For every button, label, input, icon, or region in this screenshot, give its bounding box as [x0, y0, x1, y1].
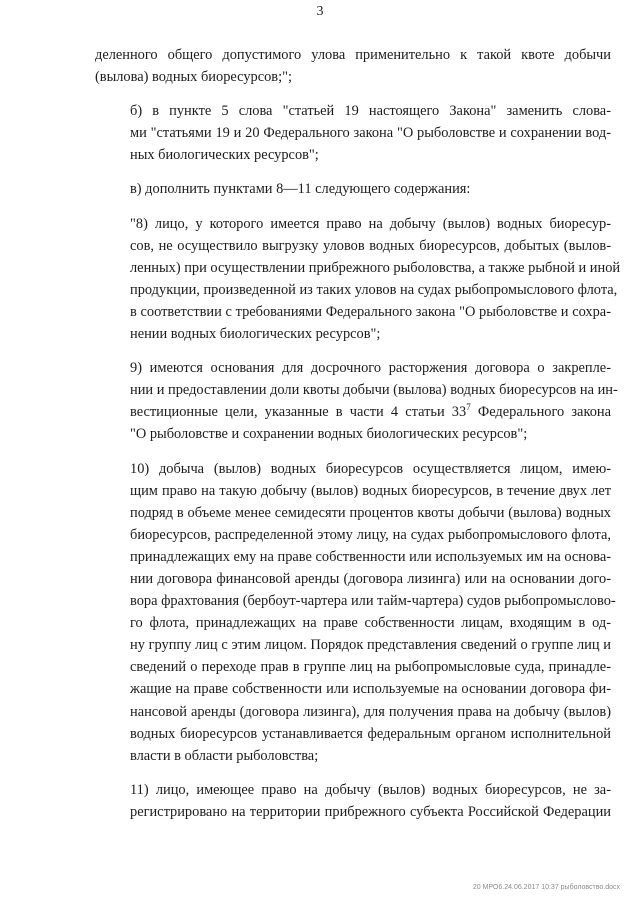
text-line: сведений о переходе прав в группе лиц на рыбопромысловые суда, принадле- — [130, 659, 611, 676]
page-number: 3 — [316, 4, 324, 19]
text-line: жащие на праве собственности или используемые на основании договора фи- — [130, 681, 611, 698]
text-line: деленного общего допустимого улова применительно к такой квоте добычи — [95, 47, 611, 63]
text-line: подряд в объеме менее семидесяти процентов квоты добычи (вылова) водных — [130, 504, 611, 521]
text-line: "О рыболовстве и сохранении водных биологических ресурсов"; — [130, 426, 528, 443]
text-run: Федерального закона — [470, 404, 611, 421]
text-line: нансовой аренды (договора лизинга), для получения права на добычу (вылов) — [130, 703, 611, 720]
paragraph-clause-11 — [95, 779, 611, 823]
document-body — [95, 44, 621, 823]
text-line: в соответствии с требованиями Федерального закона "О рыболовстве и сохра- — [130, 303, 611, 320]
text-line: 11) лицо, имеющее право на добычу (вылов) водных биоресурсов, не за- — [130, 781, 611, 798]
paragraph-clause-9 — [95, 357, 618, 445]
text-line-with-superscript — [95, 401, 611, 423]
text-line: регистрировано на территории прибрежного субъекта Российской Федерации — [130, 803, 611, 820]
paragraph-clause-8 — [95, 213, 621, 346]
text-line: водных биоресурсов устанавливается федеральным органом исполнительной — [130, 725, 611, 742]
text-line: принадлежащих ему на праве собственности или используемых им на основа- — [130, 548, 611, 565]
text-line: ну группу лиц с этим лицом. Порядок представления сведений о группе лиц и — [130, 637, 611, 654]
text-line: нии и предоставлении доли квоты добычи (вылова) водных биоресурсов на ин- — [130, 382, 618, 399]
superscript: 7 — [466, 402, 471, 413]
paragraph-continuation — [95, 44, 611, 88]
text-line: сов, не осуществило выгрузку уловов водных биоресурсов, добытых (вылов- — [130, 237, 611, 254]
text-line: нении водных биологических ресурсов"; — [130, 326, 381, 343]
text-line: б) в пункте 5 слова "статьей 19 настоящего Закона" заменить слова- — [130, 103, 611, 120]
text-line: продукции, произведенной из таких уловов на судах рыбопромыслового флота, — [130, 281, 618, 298]
paragraph-item-v — [95, 178, 611, 200]
text-line: щим право на такую добычу (вылов) водных биоресурсов, в течение двух лет — [130, 482, 611, 499]
text-line: в) дополнить пунктами 8—11 следующего содержания: — [130, 181, 471, 198]
text-line: ми "статьями 19 и 20 Федерального закона "О рыболовстве и сохранении вод- — [130, 125, 611, 142]
text-run: вестиционные цели, указанные в части 4 статьи 33 — [130, 404, 467, 421]
footer-file-stamp: 20 МРО6.24.06.2017 10:37 рыболовство.docx — [472, 884, 620, 891]
text-line: 9) имеются основания для досрочного расторжения договора о закрепле- — [130, 360, 611, 377]
text-line: вора фрахтования (бербоут-чартера или тайм-чартера) судов рыбопромыслово- — [130, 593, 616, 610]
text-line: биоресурсов, распределенной этому лицу, на судах рыбопромыслового флота, — [130, 526, 611, 543]
text-line: власти в области рыболовства; — [130, 747, 319, 764]
text-line: (вылова) водных биоресурсов;"; — [95, 69, 292, 86]
text-line: 10) добыча (вылов) водных биоресурсов осуществляется лицом, имею- — [130, 460, 611, 477]
text-line: ных биологических ресурсов"; — [130, 147, 319, 164]
text-line: "8) лицо, у которого имеется право на добычу (вылов) водных биоресур- — [130, 215, 611, 232]
text-line: нии договора финансовой аренды (договора лизинга) или на основании дого- — [130, 570, 611, 587]
paragraph-item-b — [95, 100, 611, 166]
text-line: го флота, принадлежащих на праве собственности лицам, входящим в од- — [130, 615, 611, 632]
text-line: ленных) при осуществлении прибрежного рыболовства, а также рыбной и иной — [130, 259, 621, 276]
paragraph-clause-10 — [95, 458, 616, 767]
